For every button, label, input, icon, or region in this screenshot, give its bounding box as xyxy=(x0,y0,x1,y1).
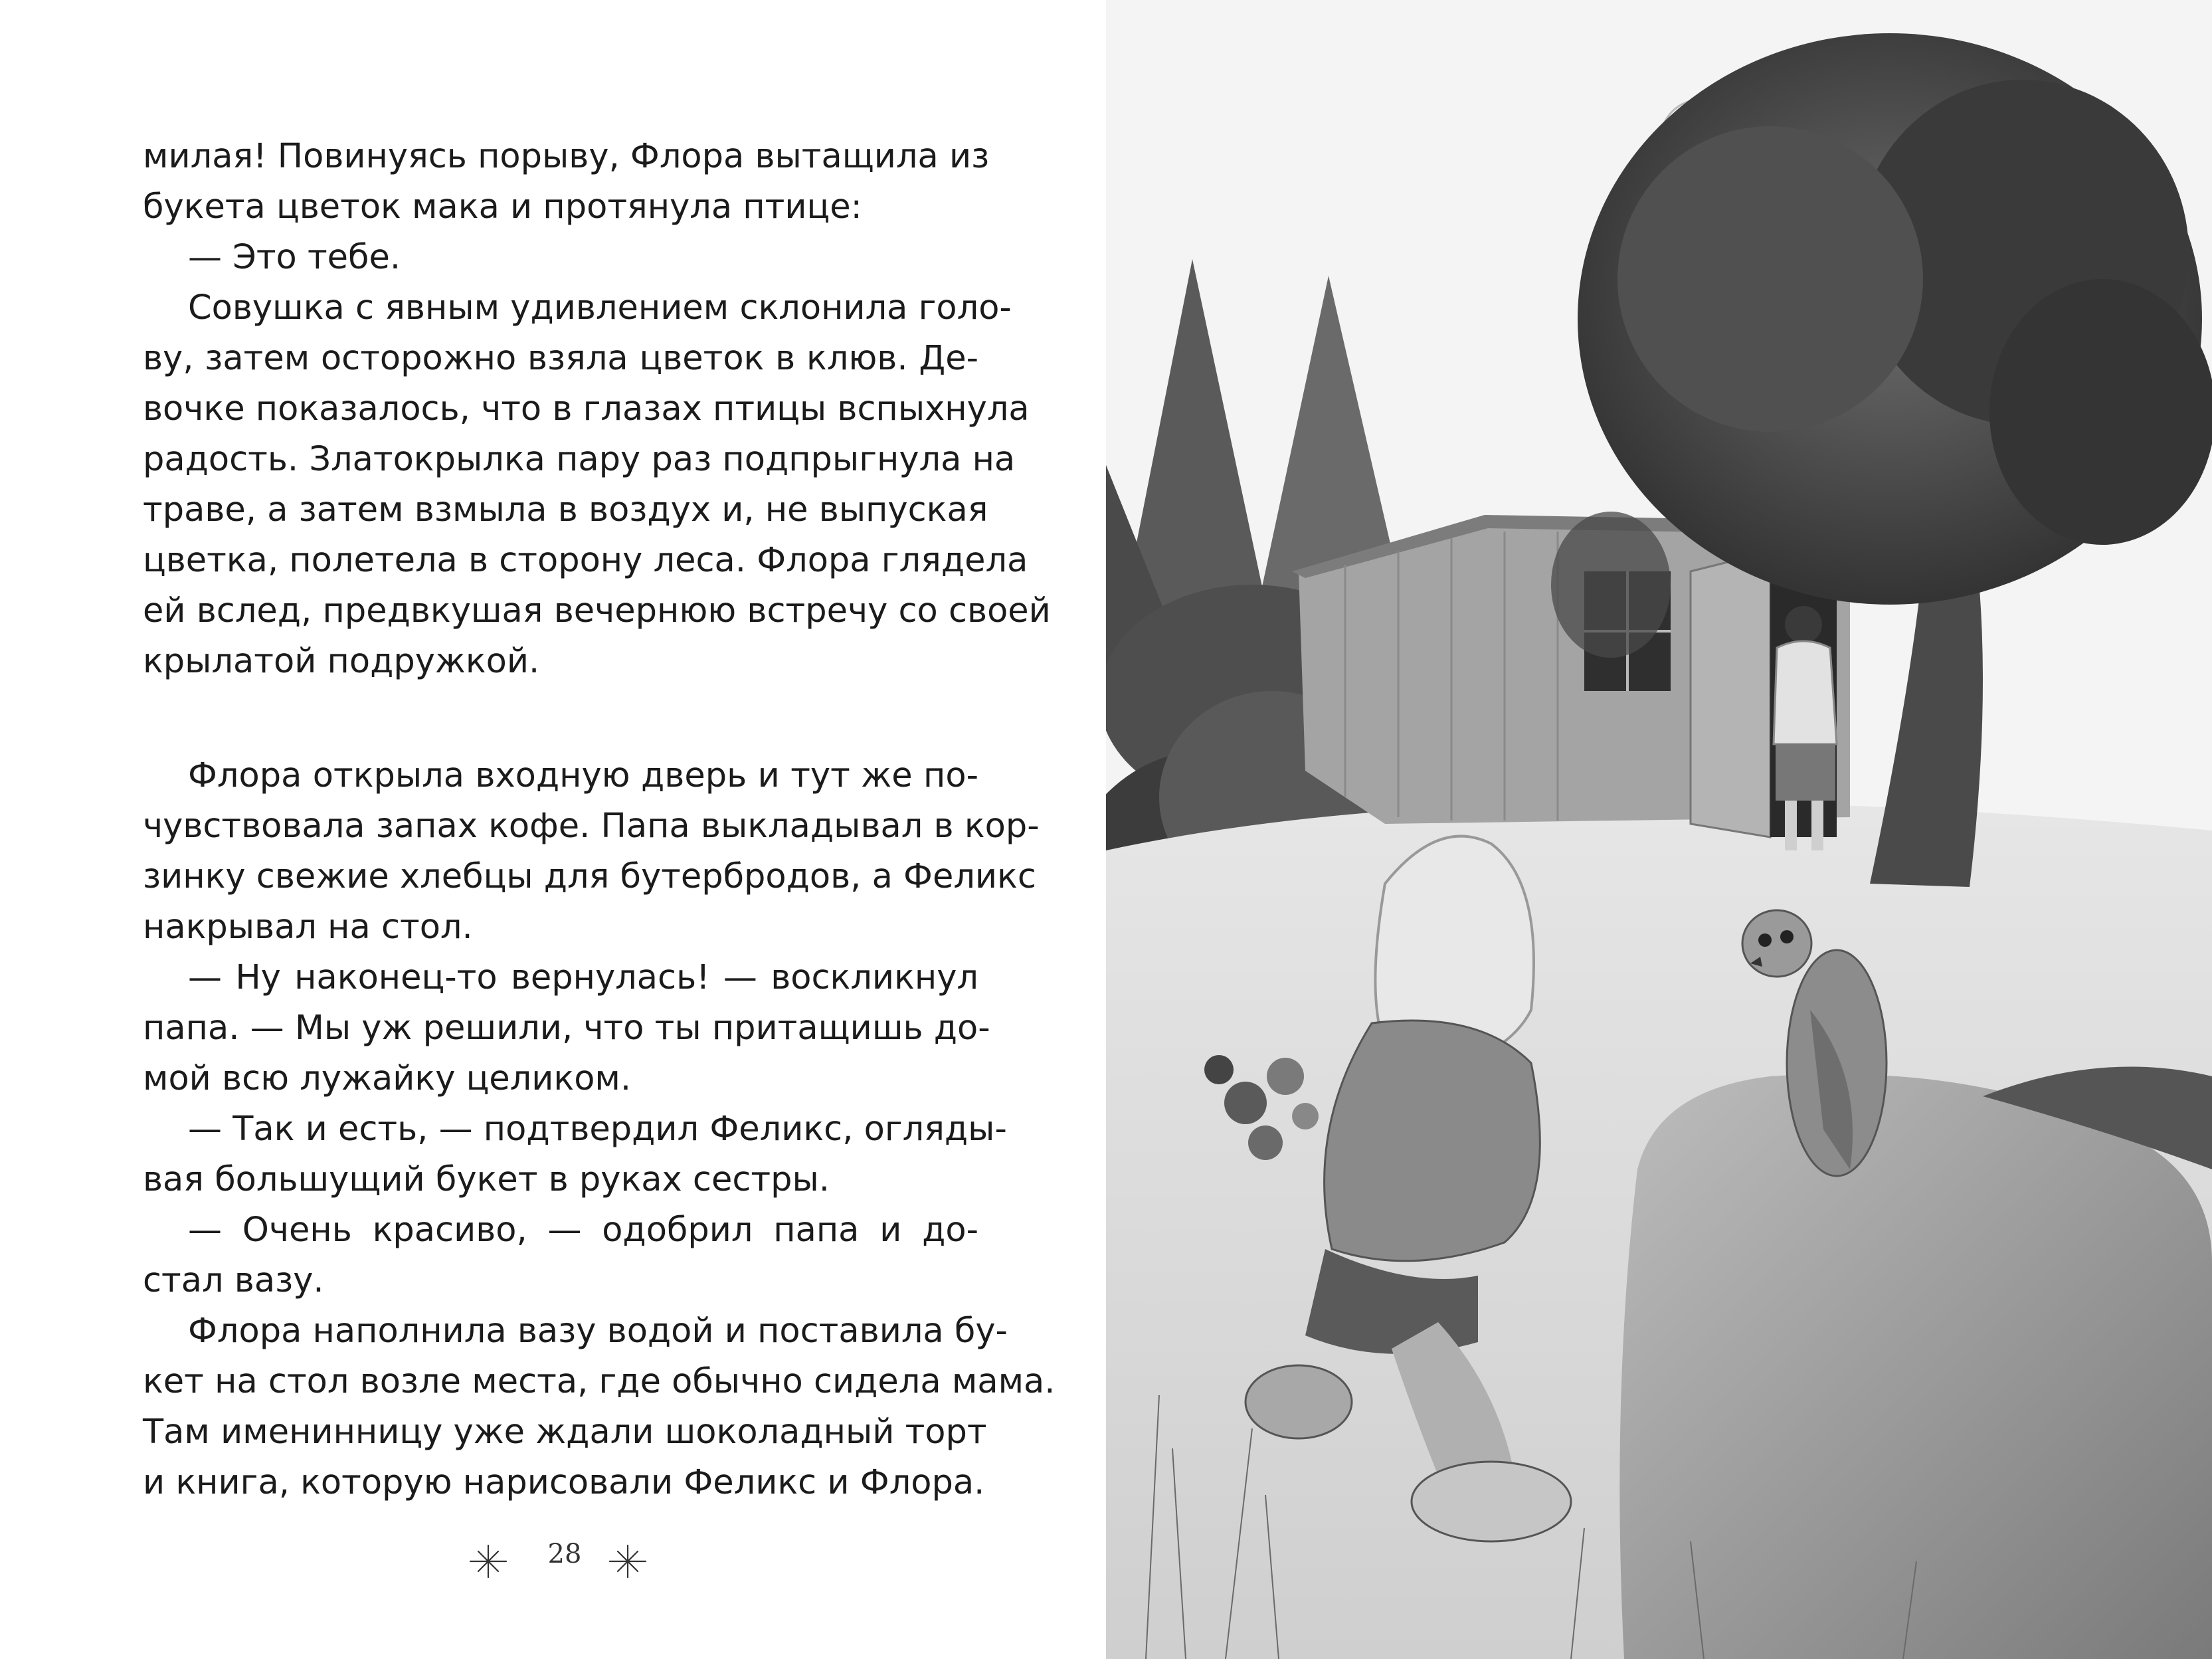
text-line: — Так и есть, — подтвердил Феликс, огляды- xyxy=(188,1110,1007,1149)
text-line: ву, затем осторожно взяла цветок в клюв. Де- xyxy=(143,339,978,378)
text-line: мой всю лужайку целиком. xyxy=(143,1059,632,1098)
text-line: ей вслед, предвкушая вечернюю встречу со своей xyxy=(143,591,1051,631)
text-line: чувствовала запах кофе. Папа выкладывал в кор- xyxy=(143,807,1040,846)
text-line: — Очень красиво, — одобрил папа и до- xyxy=(188,1211,978,1250)
text-line: Флора наполнила вазу водой и поставила бу- xyxy=(188,1312,1008,1351)
text-line: — Это тебе. xyxy=(188,238,401,277)
text-line: Флора открыла входную дверь и тут же по- xyxy=(188,756,978,795)
text-line: папа. — Мы уж решили, что ты притащишь до- xyxy=(143,1009,990,1048)
text-line: — Ну наконец-то вернулась! — воскликнул xyxy=(188,958,978,997)
text-line: Там именинницу уже ждали шоколадный торт xyxy=(143,1413,987,1452)
text-line: вочке показалось, что в глазах птицы вспыхнула xyxy=(143,389,1030,429)
text-line: радость. Златокрылка пару раз подпрыгнула на xyxy=(143,440,1016,479)
text-line: милая! Повинуясь порыву, Флора вытащила из xyxy=(143,137,990,176)
rock xyxy=(1619,1074,2212,1659)
pencil-illustration xyxy=(1106,0,2212,1659)
sparkle-icon xyxy=(604,1541,651,1581)
text-line: кет на стол возле места, где обычно сидела мама. xyxy=(143,1362,1056,1401)
illustration-drawing xyxy=(1106,0,2212,1659)
text-line: зинку свежие хлебцы для бутербродов, а Феликс xyxy=(143,857,1036,896)
text-line: траве, а затем взмыла в воздух и, не выпуская xyxy=(143,490,988,530)
text-line: стал вазу. xyxy=(143,1261,324,1300)
page-footer xyxy=(465,1536,664,1583)
text-line: вая большущий букет в руках сестры. xyxy=(143,1160,830,1199)
text-line: накрывал на стол. xyxy=(143,908,473,947)
text-line: букета цветок мака и протянула птице: xyxy=(143,187,862,227)
text-line: Совушка с явным удивлением склонила голо- xyxy=(188,288,1012,328)
text-line: и книга, которую нарисовали Феликс и Флора. xyxy=(143,1463,985,1502)
sparkle-icon xyxy=(465,1541,511,1581)
text-line: цветка, полетела в сторону леса. Флора глядела xyxy=(143,541,1028,580)
text-line: крылатой подружкой. xyxy=(143,642,540,681)
page-number: 28 xyxy=(547,1539,582,1569)
